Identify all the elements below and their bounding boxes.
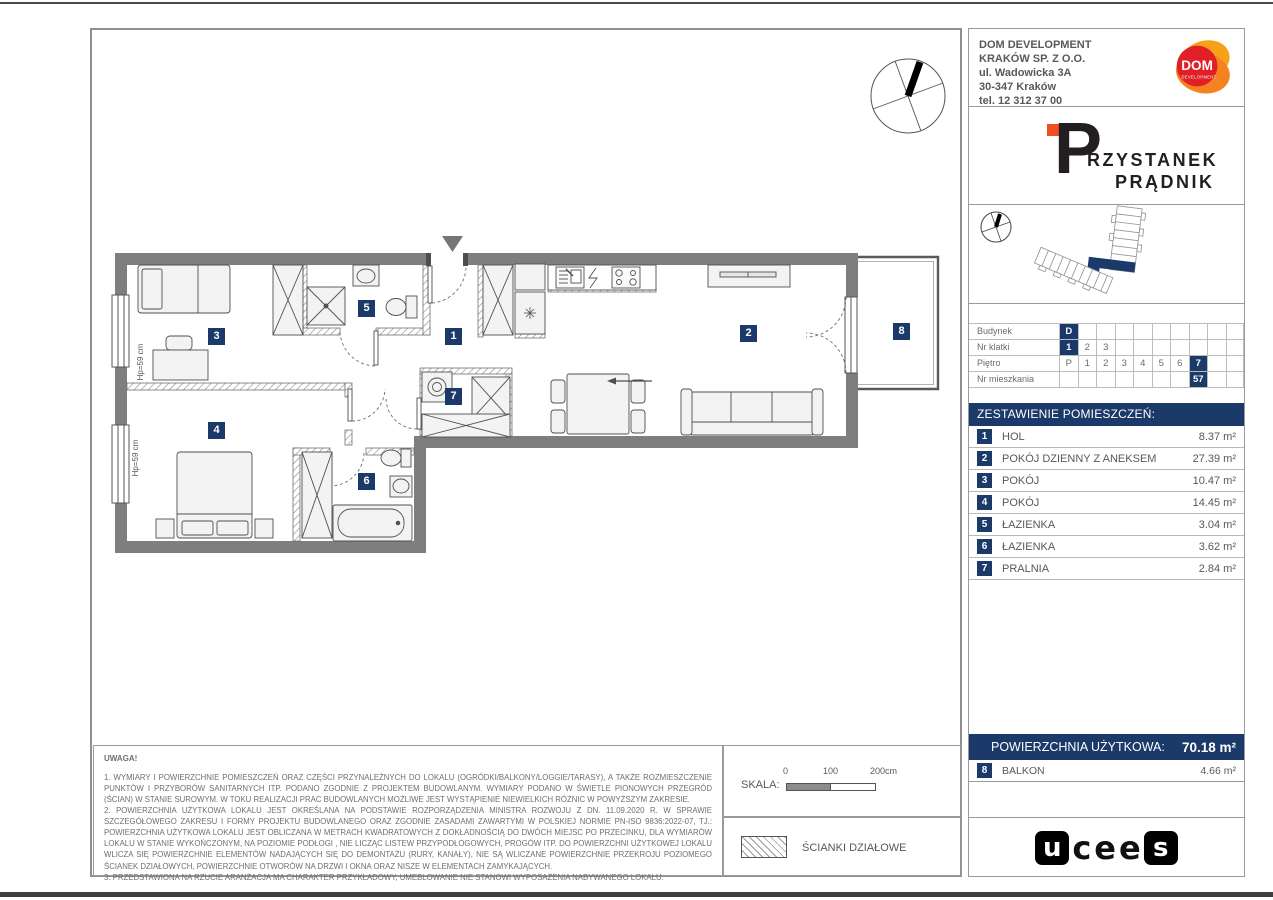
unit-table-cell xyxy=(1115,324,1134,339)
scale-box xyxy=(723,745,962,817)
balcony-row xyxy=(969,760,1244,782)
floor-plan xyxy=(90,225,970,575)
dom-development-logo xyxy=(1168,38,1232,96)
legend-label: ŚCIANKI DZIAŁOWE xyxy=(802,842,907,854)
svg-text:DOM: DOM xyxy=(1181,57,1213,73)
room-area: 2.84 m² xyxy=(1198,562,1236,575)
sofa xyxy=(681,389,823,435)
plan-room-label-7: 7 xyxy=(445,388,462,405)
kitchen-units xyxy=(515,264,656,334)
room-area: 14.45 m² xyxy=(1192,496,1236,509)
scale-bar-filled xyxy=(786,783,831,791)
scale-tick-0: 0 xyxy=(783,766,789,776)
room-area: 8.37 m² xyxy=(1198,430,1236,443)
bathroom6-fixtures xyxy=(333,449,412,541)
room3-wardrobe xyxy=(273,265,303,335)
top-rule xyxy=(0,2,1273,4)
company-section xyxy=(969,29,1244,107)
note-paragraph: 3. PRZEDSTAWIONA NA RZUCIE ARANŻACJA MA CHARAKTER PRZYKŁADOWY, UMEBLOWANIE NIE STANOWI WYPOSAŻENIA NABYWANEGO LOKALU. xyxy=(104,872,664,882)
unit-table-cell: 3 xyxy=(1115,356,1134,371)
plan-room-label-4: 4 xyxy=(208,422,225,439)
logo-initial: P xyxy=(1054,109,1103,189)
scale-label: SKALA: xyxy=(741,779,780,791)
title-block xyxy=(968,28,1245,877)
room-row xyxy=(969,426,1244,448)
unit-table-cell xyxy=(1207,372,1226,387)
unit-table-row-label: Budynek xyxy=(977,326,1013,336)
site-plan-section xyxy=(969,205,1244,304)
balcony-area: 4.66 m² xyxy=(1200,764,1236,777)
room-number-badge: 3 xyxy=(977,473,992,488)
company-name-1: DOM DEVELOPMENT xyxy=(979,39,1092,51)
room-row xyxy=(969,492,1244,514)
unit-table-cell xyxy=(1115,340,1134,355)
room-row xyxy=(969,514,1244,536)
room3-desk xyxy=(153,336,208,380)
ucees-letter: u xyxy=(1035,831,1069,865)
svg-text:Hp=59 cm: Hp=59 cm xyxy=(131,439,140,477)
legend-box xyxy=(723,817,962,876)
unit-table-row-label: Nr klatki xyxy=(977,342,1010,352)
room4-wardrobe xyxy=(302,452,332,538)
north-arrow-icon xyxy=(865,52,955,142)
unit-table-cell xyxy=(1207,340,1226,355)
unit-table-cell xyxy=(1078,324,1097,339)
scale-bar xyxy=(786,783,876,791)
unit-table-cell xyxy=(1226,372,1245,387)
usable-area-value: 70.18 m² xyxy=(1181,739,1236,755)
unit-table-cell xyxy=(1189,324,1208,339)
company-name-2: KRAKÓW SP. Z O.O. xyxy=(979,53,1086,65)
svg-text:DEVELOPMENT: DEVELOPMENT xyxy=(1181,74,1217,80)
unit-table-cell: 1 xyxy=(1078,356,1097,371)
unit-table-cell xyxy=(1059,372,1078,387)
plan-room-label-8: 8 xyxy=(893,323,910,340)
bathroom5-fixtures xyxy=(307,265,417,325)
project-name-line1: RZYSTANEK xyxy=(1087,150,1219,170)
room-row xyxy=(969,558,1244,580)
room-number-badge: 7 xyxy=(977,561,992,576)
unit-table-cell xyxy=(1133,340,1152,355)
unit-table-row xyxy=(969,372,1244,388)
room-name: POKÓJ xyxy=(1002,496,1040,509)
company-address xyxy=(979,38,1091,108)
room-name: ŁAZIENKA xyxy=(1002,518,1056,531)
usable-area-bar xyxy=(969,734,1244,760)
door-jambs xyxy=(426,253,468,266)
bottom-rule xyxy=(0,892,1273,897)
dining-table xyxy=(551,374,645,434)
plan-room-label-2: 2 xyxy=(740,325,757,342)
unit-table-cell: 3 xyxy=(1096,340,1115,355)
unit-table-row-label: Nr mieszkania xyxy=(977,374,1035,384)
room-number-badge: 1 xyxy=(977,429,992,444)
note-paragraph: 2. POWIERZCHNIA UŻYTKOWA LOKALU JEST OKREŚLANA NA PODSTAWIE ROZPORZĄDZENIA MINISTRA ROZWOJU Z DN. 11.09.2020 R. W SPRAWIE SZCZEGÓŁOWEGO ZAKRESU I FORMY PROJEKTU BUDOWLANEGO ORAZ ZGODNIE ZASADAMI ZAWARTYMI W POLSKIEJ NORMIE PN-ISO 9836:2022-07, TJ.: POWIERZCHNIA UŻYTKOWA LOKALU JEST OBLICZANA W METRACH KWADRATOWYCH Z DOKŁADNOŚCIĄ DO DWÓCH MIEJSC PO PRZECINKU, DLA WYMIARÓW LOKALU W STANIE WYKOŃCZONYM, NA POZIOMIE PODŁOGI , NIE LICZĄC LISTEW PRZYPODŁOGOWYCH, PROGÓW ITP. DO POWIERZCHNI UŻYTKOWEJ LOKALU WLICZA SIĘ POWIERZCHNIE ELEMENTÓW NADAJĄCYCH SIĘ DO DEMONTAŻU (RURY, KANAŁY), NIE SĄ WLICZANE POWIERZCHNIE PRZEKROJU POZIOMEGO ŚCIANEK DZIAŁOWYCH, POWIERZCHNIE OTWORÓW NA DRZWI I OKNA ORAZ NISZE W ELEMENTACH ZAMYKAJĄCYCH. xyxy=(104,806,712,871)
rooms-header: ZESTAWIENIE POMIESZCZEŃ: xyxy=(969,403,1244,426)
unit-table-cell: 2 xyxy=(1078,340,1097,355)
room-name: ŁAZIENKA xyxy=(1002,540,1056,553)
room-name: PRALNIA xyxy=(1002,562,1050,575)
unit-table-cell xyxy=(1226,356,1245,371)
project-logo-section xyxy=(969,107,1244,205)
room-row xyxy=(969,536,1244,558)
unit-table-row xyxy=(969,340,1244,356)
room4-bed xyxy=(156,452,273,538)
site-plan-building xyxy=(1033,205,1146,297)
unit-table-cell xyxy=(1096,324,1115,339)
unit-table-row xyxy=(969,323,1244,340)
unit-table-cell: D xyxy=(1059,324,1078,339)
unit-info-table xyxy=(969,323,1244,388)
unit-table-cell xyxy=(1096,372,1115,387)
room-number-badge: 2 xyxy=(977,451,992,466)
plan-room-label-1: 1 xyxy=(445,328,462,345)
scale-tick-200: 200cm xyxy=(870,766,898,776)
unit-table-row xyxy=(969,356,1244,372)
rooms-list xyxy=(969,426,1244,580)
unit-table-cell xyxy=(1152,340,1171,355)
project-name-line2: PRĄDNIK xyxy=(1115,172,1215,192)
unit-table-cell xyxy=(1170,372,1189,387)
unit-table-cell xyxy=(1170,340,1189,355)
unit-table-cell: 6 xyxy=(1170,356,1189,371)
unit-table-cell xyxy=(1078,372,1097,387)
unit-table-cell xyxy=(1133,324,1152,339)
usable-area-label: POWIERZCHNIA UŻYTKOWA: xyxy=(991,740,1165,754)
unit-table-cell xyxy=(1226,324,1245,339)
hall-wardrobe xyxy=(483,265,513,335)
plan-room-label-6: 6 xyxy=(358,473,375,490)
scale-tick-100: 100 xyxy=(823,766,839,776)
svg-text:Hp=59 cm: Hp=59 cm xyxy=(136,343,145,381)
unit-table-cell xyxy=(1170,324,1189,339)
company-city: 30-347 Kraków xyxy=(979,81,1057,93)
room-number-badge: 4 xyxy=(977,495,992,510)
note-paragraph: 1. WYMIARY I POWIERZCHNIE POMIESZCZEŃ ORAZ CZĘŚCI PRZYNALEŻNYCH DO LOKALU (OGRÓDKI/BALKONY/LOGGIE/TARASY), A TAKŻE ROZMIESZCZENIE PUNKTÓW I PRZYBORÓW SANITARNYCH ITP. PODANO ZGODNIE Z PROJEKTEM BUDOWLANYM. WYMIARY PODANO W ŚWIETLE PIONOWYCH PRZEGRÓD (ŚCIAN) W STANIE SUROWYM. W TOKU REALIZACJI PRAC BUDOWLANYCH MOŻLIWE JEST WYSTĄPIENIE NIEWIELKICH RÓŻNIC W POWYŻSZYM ZAKRESIE. xyxy=(104,773,712,805)
unit-table-cell: 7 xyxy=(1189,356,1208,371)
unit-table-cell xyxy=(1115,372,1134,387)
site-plan xyxy=(969,205,1244,304)
balcony-name: BALKON xyxy=(1002,764,1045,777)
unit-info-section xyxy=(969,304,1244,403)
partition-wall-swatch xyxy=(741,836,787,858)
unit-table-cell xyxy=(1133,372,1152,387)
room-number-badge: 5 xyxy=(977,517,992,532)
scale-bar-empty xyxy=(831,783,876,791)
unit-table-cell: 57 xyxy=(1189,372,1208,387)
site-plan-compass-icon xyxy=(981,212,1011,242)
unit-table-cell xyxy=(1152,372,1171,387)
room-number-badge: 6 xyxy=(977,539,992,554)
unit-table-cell xyxy=(1152,324,1171,339)
unit-table-cell xyxy=(1207,324,1226,339)
ucees-letter: e xyxy=(1118,828,1141,867)
unit-table-cell: 5 xyxy=(1152,356,1171,371)
room-area: 10.47 m² xyxy=(1192,474,1236,487)
plan-room-label-5: 5 xyxy=(358,300,375,317)
unit-table-cell xyxy=(1207,356,1226,371)
balcony-number-badge: 8 xyxy=(977,763,992,778)
plan-room-label-3: 3 xyxy=(208,328,225,345)
ucees-letter: c xyxy=(1072,828,1092,867)
room-area: 27.39 m² xyxy=(1192,452,1236,465)
unit-table-cell: 4 xyxy=(1133,356,1152,371)
company-phone: tel. 12 312 37 00 xyxy=(979,95,1063,107)
unit-table-cell: 1 xyxy=(1059,340,1078,355)
laundry-fixtures xyxy=(422,372,510,437)
room-area: 3.04 m² xyxy=(1198,518,1236,531)
unit-table-cell xyxy=(1226,340,1245,355)
ucees-letter: s xyxy=(1144,831,1178,865)
unit-table-cell: P xyxy=(1059,356,1078,371)
room-row xyxy=(969,448,1244,470)
balcony-railing xyxy=(858,257,938,389)
ucees-logo xyxy=(969,817,1244,877)
notes-title: UWAGA! xyxy=(104,754,138,763)
window-height-labels xyxy=(131,343,145,476)
room-name: POKÓJ xyxy=(1002,474,1040,487)
room-row xyxy=(969,470,1244,492)
tv-stand xyxy=(708,265,790,287)
room-area: 3.62 m² xyxy=(1198,540,1236,553)
unit-table-row-label: Piętro xyxy=(977,358,1001,368)
room-name: HOL xyxy=(1002,430,1025,443)
unit-table-cell xyxy=(1189,340,1208,355)
ucees-letter: e xyxy=(1094,828,1116,867)
room-name: POKÓJ DZIENNY Z ANEKSEM xyxy=(1002,452,1157,465)
entrance-marker xyxy=(442,236,463,252)
notes-box xyxy=(93,745,723,882)
company-street: ul. Wadowicka 3A xyxy=(979,67,1072,79)
unit-table-cell: 2 xyxy=(1096,356,1115,371)
przystanek-pradnik-logo xyxy=(1047,109,1219,197)
room3-bed xyxy=(138,265,230,313)
